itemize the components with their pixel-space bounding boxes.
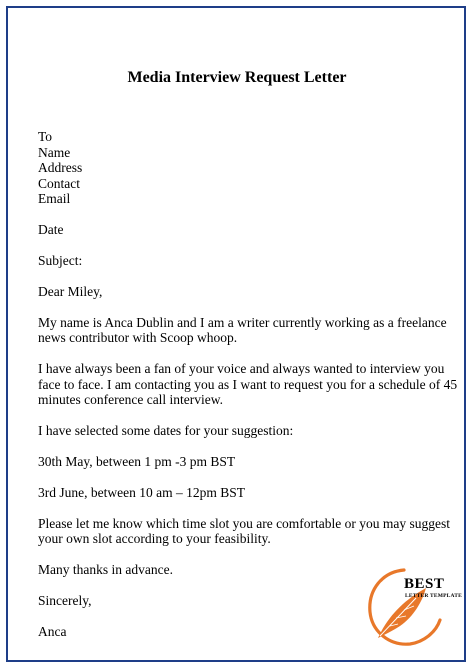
thanks-line: Many thanks in advance. [38,562,173,577]
signature-name: Anca [38,624,67,639]
paragraph4-line2: your own slot according to your feasibility. [38,531,271,546]
paragraph4-line1: Please let me know which time slot you are comfortable or you may suggest [38,516,451,531]
salutation: Dear Miley, [38,284,103,299]
paragraph2-line3: minutes conference call interview. [38,392,224,407]
paragraph3: I have selected some dates for your suggestion: [38,423,294,438]
recipient-email: Email [38,191,71,206]
closing: Sincerely, [38,593,92,608]
letter-title: Media Interview Request Letter [127,69,347,86]
paragraph1-line2: news contributor with Scoop whoop. [38,330,238,345]
paragraph2-line1: I have always been a fan of your voice and always wanted to interview you [38,361,445,376]
recipient-name: Name [38,145,71,160]
paragraph1-line1: My name is Anca Dublin and I am a writer currently working as a freelance [38,315,447,330]
date-label: Date [38,222,64,237]
time-slot-1: 30th May, between 1 pm -3 pm BST [38,454,236,469]
paragraph2-line2: face to face. I am contacting you as I want to request you for a schedule of 45 [38,377,458,392]
logo-wordmark: BEST [404,576,445,592]
recipient-address: Address [38,160,83,175]
recipient-contact: Contact [38,176,80,191]
subject-label: Subject: [38,253,83,268]
logo-tagline: LETTER TEMPLATE [405,593,463,599]
recipient-to: To [38,129,53,144]
time-slot-2: 3rd June, between 10 am – 12pm BST [38,485,245,500]
